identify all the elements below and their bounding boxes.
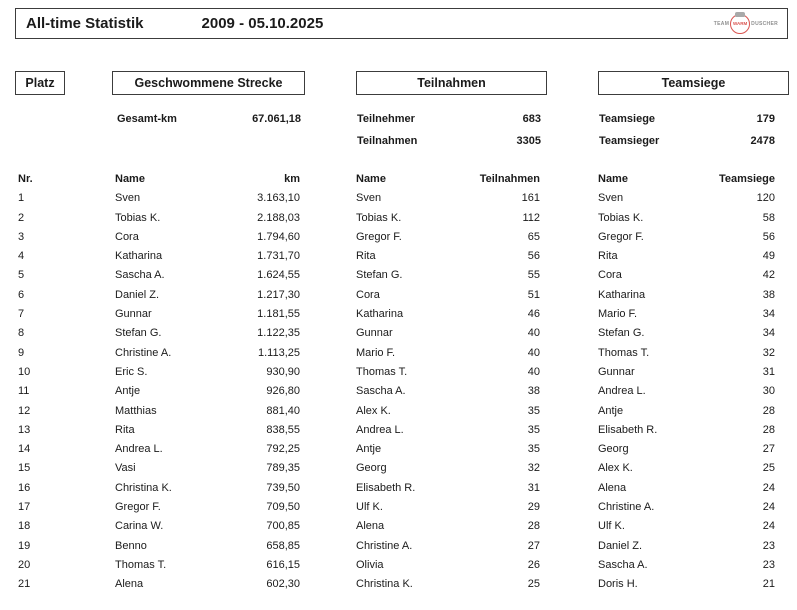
teamsiege-name-cell: Doris H.	[598, 578, 638, 591]
table-row	[18, 189, 775, 208]
summary-row	[599, 135, 775, 157]
teilnahmen-name-cell: Elisabeth R.	[356, 481, 416, 494]
spacer	[540, 324, 598, 343]
teilnahmen-cell: 26	[527, 558, 540, 571]
table-row	[18, 363, 775, 382]
table-row	[18, 459, 775, 478]
spacer	[300, 421, 356, 440]
logo-text-duscher: DUSCHER	[751, 20, 778, 27]
km-cell: 792,25	[266, 443, 300, 456]
teilnahmen-cell: 29	[527, 501, 540, 514]
spacer	[300, 382, 356, 401]
teilnahmen-name-cell: Rita	[356, 250, 376, 263]
stats-table	[18, 170, 775, 595]
km-cell: 1.113,25	[257, 346, 300, 359]
strecke-name-cell: Sascha A.	[115, 269, 165, 282]
teilnahmen-name-cell: Christina K.	[356, 578, 413, 591]
table-row	[18, 247, 775, 266]
team-warmduscher-logo	[714, 14, 778, 34]
summary-row	[357, 135, 541, 157]
teilnahmen-name-cell: Gunnar	[356, 327, 393, 340]
teamsiege-cell: 21	[762, 578, 775, 591]
teilnahmen-name-cell: Cora	[356, 288, 380, 301]
title-bar	[15, 8, 788, 39]
km-cell: 709,50	[266, 501, 300, 514]
spacer	[300, 537, 356, 556]
km-cell: 930,90	[266, 365, 300, 378]
rank-cell: 17	[18, 501, 31, 514]
strecke-name-cell: Tobias K.	[115, 211, 161, 224]
spacer	[540, 344, 598, 363]
spacer	[540, 305, 598, 324]
teilnahmen-name-cell: Antje	[356, 443, 382, 456]
spacer	[300, 556, 356, 575]
teamsiege-name-cell: Thomas T.	[598, 346, 650, 359]
strecke-name-cell: Christine A.	[115, 346, 172, 359]
header-nr: Nr.	[18, 173, 33, 185]
teilnahmen-cell: 27	[527, 539, 540, 552]
header-teilnahmen-name: Name	[356, 173, 386, 185]
teilnahmen-cell: 40	[527, 346, 540, 359]
table-row	[18, 440, 775, 459]
summary-label: Teamsieger	[599, 134, 660, 147]
teilnahmen-cell: 51	[527, 288, 540, 301]
spacer	[300, 286, 356, 305]
teamsiege-cell: 34	[762, 308, 775, 321]
teilnahmen-cell: 28	[527, 520, 540, 533]
strecke-name-cell: Matthias	[115, 404, 157, 417]
table-row	[18, 305, 775, 324]
strecke-name-cell: Benno	[115, 539, 147, 552]
teamsiege-cell: 25	[762, 462, 775, 475]
spacer	[540, 498, 598, 517]
strecke-name-cell: Antje	[115, 385, 141, 398]
spacer	[300, 266, 356, 285]
spacer	[300, 498, 356, 517]
teamsiege-cell: 23	[762, 558, 775, 571]
section-box-teilnahmen: Teilnahmen	[356, 71, 547, 95]
summary-teilnahmen	[357, 113, 541, 156]
spacer	[540, 575, 598, 594]
spacer	[300, 170, 356, 189]
teilnahmen-cell: 38	[527, 385, 540, 398]
teilnahmen-cell: 25	[527, 578, 540, 591]
rank-cell: 8	[18, 327, 25, 340]
spacer	[540, 459, 598, 478]
teamsiege-cell: 56	[762, 230, 775, 243]
strecke-name-cell: Gregor F.	[115, 501, 161, 514]
spacer	[300, 575, 356, 594]
km-cell: 838,55	[266, 423, 300, 436]
teilnahmen-name-cell: Tobias K.	[356, 211, 402, 224]
teilnahmen-name-cell: Thomas T.	[356, 365, 408, 378]
spacer	[300, 209, 356, 228]
km-cell: 789,35	[266, 462, 300, 475]
rank-cell: 14	[18, 443, 31, 456]
summary-row	[357, 113, 541, 135]
teilnahmen-name-cell: Georg	[356, 462, 387, 475]
strecke-name-cell: Alena	[115, 578, 144, 591]
header-km: km	[284, 173, 300, 185]
teamsiege-cell: 27	[762, 443, 775, 456]
spacer	[300, 228, 356, 247]
km-cell: 1.731,70	[257, 250, 300, 263]
teilnahmen-name-cell: Sascha A.	[356, 385, 406, 398]
teamsiege-cell: 31	[762, 365, 775, 378]
spacer	[300, 479, 356, 498]
rank-cell: 19	[18, 539, 31, 552]
strecke-name-cell: Thomas T.	[115, 558, 167, 571]
teilnahmen-cell: 35	[527, 423, 540, 436]
strecke-name-cell: Andrea L.	[115, 443, 163, 456]
table-row	[18, 228, 775, 247]
spacer	[540, 189, 598, 208]
summary-label: Gesamt-km	[117, 113, 177, 125]
teilnahmen-name-cell: Alex K.	[356, 404, 391, 417]
km-cell: 739,50	[266, 481, 300, 494]
teilnahmen-name-cell: Andrea L.	[356, 423, 404, 436]
summary-value: 683	[522, 113, 541, 125]
rank-cell: 5	[18, 269, 25, 282]
km-cell: 1.122,35	[257, 327, 300, 340]
teamsiege-cell: 24	[762, 501, 775, 514]
spacer	[300, 305, 356, 324]
summary-row	[117, 113, 301, 135]
spacer	[540, 556, 598, 575]
teilnahmen-cell: 40	[527, 327, 540, 340]
teamsiege-cell: 30	[762, 385, 775, 398]
spacer	[540, 479, 598, 498]
teilnahmen-cell: 46	[527, 308, 540, 321]
strecke-name-cell: Eric S.	[115, 365, 148, 378]
summary-row	[599, 113, 775, 135]
teamsiege-name-cell: Stefan G.	[598, 327, 645, 340]
km-cell: 881,40	[266, 404, 300, 417]
logo-text-team: TEAM	[713, 20, 730, 27]
spacer	[540, 170, 598, 189]
spacer	[300, 459, 356, 478]
table-row	[18, 556, 775, 575]
teamsiege-name-cell: Daniel Z.	[598, 539, 643, 552]
teamsiege-name-cell: Alena	[598, 481, 627, 494]
summary-value: 179	[756, 113, 775, 125]
teamsiege-name-cell: Sascha A.	[598, 558, 648, 571]
km-cell: 658,85	[266, 539, 300, 552]
table-row	[18, 344, 775, 363]
date-range: 2009 - 05.10.2025	[201, 15, 324, 32]
teamsiege-name-cell: Christine A.	[598, 501, 655, 514]
strecke-name-cell: Rita	[115, 423, 135, 436]
km-cell: 602,30	[266, 578, 300, 591]
teamsiege-name-cell: Andrea L.	[598, 385, 646, 398]
spacer	[300, 440, 356, 459]
table-row	[18, 209, 775, 228]
strecke-name-cell: Stefan G.	[115, 327, 162, 340]
strecke-name-cell: Sven	[115, 192, 141, 205]
rank-cell: 3	[18, 230, 25, 243]
rank-cell: 1	[18, 192, 25, 205]
teamsiege-name-cell: Rita	[598, 250, 618, 263]
teilnahmen-cell: 56	[527, 250, 540, 263]
teilnahmen-cell: 112	[522, 211, 540, 224]
rank-cell: 10	[18, 365, 31, 378]
teamsiege-cell: 32	[762, 346, 775, 359]
table-row	[18, 421, 775, 440]
strecke-name-cell: Carina W.	[115, 520, 164, 533]
strecke-name-cell: Daniel Z.	[115, 288, 160, 301]
spacer	[540, 266, 598, 285]
spacer	[300, 324, 356, 343]
summary-label: Teilnahmen	[357, 134, 418, 147]
km-cell: 616,15	[266, 558, 300, 571]
strecke-name-cell: Vasi	[115, 462, 136, 475]
teilnahmen-name-cell: Mario F.	[356, 346, 396, 359]
km-cell: 700,85	[266, 520, 300, 533]
km-cell: 1.794,60	[257, 230, 300, 243]
spacer	[540, 421, 598, 440]
rank-cell: 18	[18, 520, 31, 533]
teamsiege-name-cell: Gregor F.	[598, 230, 644, 243]
teamsiege-cell: 28	[762, 404, 775, 417]
rank-cell: 7	[18, 308, 25, 321]
rank-cell: 9	[18, 346, 25, 359]
teilnahmen-name-cell: Katharina	[356, 308, 404, 321]
spacer	[300, 517, 356, 536]
rank-cell: 21	[18, 578, 31, 591]
summary-teamsiege	[599, 113, 775, 156]
spacer	[300, 402, 356, 421]
teilnahmen-name-cell: Sven	[356, 192, 382, 205]
strecke-name-cell: Katharina	[115, 250, 163, 263]
logo-text-warm: WARM	[733, 21, 748, 26]
km-cell: 1.181,55	[257, 308, 300, 321]
teamsiege-name-cell: Tobias K.	[598, 211, 644, 224]
table-body	[18, 189, 775, 594]
km-cell: 1.217,30	[257, 288, 300, 301]
teamsiege-name-cell: Ulf K.	[598, 520, 625, 533]
teamsiege-cell: 23	[762, 539, 775, 552]
rank-cell: 13	[18, 423, 31, 436]
teamsiege-cell: 38	[762, 288, 775, 301]
teamsiege-cell: 49	[762, 250, 775, 263]
spacer	[300, 247, 356, 266]
strecke-name-cell: Cora	[115, 230, 139, 243]
rank-cell: 11	[18, 385, 30, 398]
rank-cell: 4	[18, 250, 25, 263]
summary-value: 3305	[516, 134, 541, 147]
spacer	[540, 209, 598, 228]
teamsiege-name-cell: Katharina	[598, 288, 646, 301]
teilnahmen-name-cell: Alena	[356, 520, 385, 533]
strecke-name-cell: Christina K.	[115, 481, 172, 494]
section-box-platz: Platz	[15, 71, 65, 95]
table-row	[18, 286, 775, 305]
teamsiege-cell: 34	[762, 327, 775, 340]
section-box-teamsiege: Teamsiege	[598, 71, 789, 95]
teilnahmen-name-cell: Ulf K.	[356, 501, 383, 514]
table-row	[18, 517, 775, 536]
rank-cell: 20	[18, 558, 31, 571]
km-cell: 1.624,55	[257, 269, 300, 282]
teamsiege-cell: 120	[756, 192, 775, 205]
teilnahmen-cell: 55	[527, 269, 540, 282]
table-row	[18, 575, 775, 594]
spacer	[540, 286, 598, 305]
teamsiege-name-cell: Gunnar	[598, 365, 635, 378]
table-row	[18, 479, 775, 498]
teamsiege-cell: 42	[762, 269, 775, 282]
table-row	[18, 324, 775, 343]
table-row	[18, 498, 775, 517]
teamsiege-name-cell: Antje	[598, 404, 624, 417]
spacer	[540, 247, 598, 266]
section-box-geschwommene-strecke: Geschwommene Strecke	[112, 71, 305, 95]
spacer	[300, 189, 356, 208]
teilnahmen-cell: 31	[527, 481, 540, 494]
summary-value: 67.061,18	[252, 113, 301, 125]
rank-cell: 12	[18, 404, 31, 417]
summary-label: Teamsiege	[599, 113, 656, 125]
summary-value: 2478	[750, 134, 775, 147]
spacer	[540, 440, 598, 459]
teamsiege-name-cell: Mario F.	[598, 308, 638, 321]
header-teamsiege-name: Name	[598, 173, 628, 185]
teilnahmen-cell: 161	[521, 192, 540, 205]
header-teamsiege: Teamsiege	[718, 173, 775, 185]
shower-head-icon	[730, 14, 750, 34]
teamsiege-cell: 58	[762, 211, 775, 224]
rank-cell: 2	[18, 211, 25, 224]
table-header-row	[18, 170, 775, 189]
rank-cell: 15	[18, 462, 31, 475]
teilnahmen-cell: 40	[527, 365, 540, 378]
km-cell: 926,80	[266, 385, 300, 398]
teilnahmen-name-cell: Olivia	[356, 558, 384, 571]
spacer	[300, 363, 356, 382]
teilnahmen-name-cell: Christine A.	[356, 539, 413, 552]
teilnahmen-name-cell: Gregor F.	[356, 230, 402, 243]
teamsiege-cell: 28	[762, 423, 775, 436]
teamsiege-name-cell: Georg	[598, 443, 629, 456]
teamsiege-name-cell: Elisabeth R.	[598, 423, 658, 436]
rank-cell: 16	[18, 481, 31, 494]
header-strecke-name: Name	[115, 173, 145, 185]
teilnahmen-cell: 32	[527, 462, 540, 475]
spacer	[540, 517, 598, 536]
table-row	[18, 537, 775, 556]
spacer	[540, 363, 598, 382]
km-cell: 3.163,10	[257, 192, 300, 205]
summary-strecke	[117, 113, 301, 135]
table-row	[18, 402, 775, 421]
spacer	[540, 382, 598, 401]
teamsiege-name-cell: Cora	[598, 269, 622, 282]
rank-cell: 6	[18, 288, 25, 301]
summary-label: Teilnehmer	[357, 113, 415, 125]
teilnahmen-cell: 35	[527, 443, 540, 456]
km-cell: 2.188,03	[257, 211, 300, 224]
table-row	[18, 266, 775, 285]
header-teilnahmen: Teilnahmen	[479, 173, 540, 185]
page-title: All-time Statistik	[26, 15, 144, 32]
spacer	[540, 402, 598, 421]
spacer	[540, 537, 598, 556]
strecke-name-cell: Gunnar	[115, 308, 152, 321]
teilnahmen-name-cell: Stefan G.	[356, 269, 403, 282]
teamsiege-name-cell: Alex K.	[598, 462, 633, 475]
teamsiege-name-cell: Sven	[598, 192, 624, 205]
teilnahmen-cell: 35	[527, 404, 540, 417]
spacer	[300, 344, 356, 363]
teilnahmen-cell: 65	[527, 230, 540, 243]
spacer	[540, 228, 598, 247]
teamsiege-cell: 24	[762, 520, 775, 533]
table-row	[18, 382, 775, 401]
teamsiege-cell: 24	[762, 481, 775, 494]
